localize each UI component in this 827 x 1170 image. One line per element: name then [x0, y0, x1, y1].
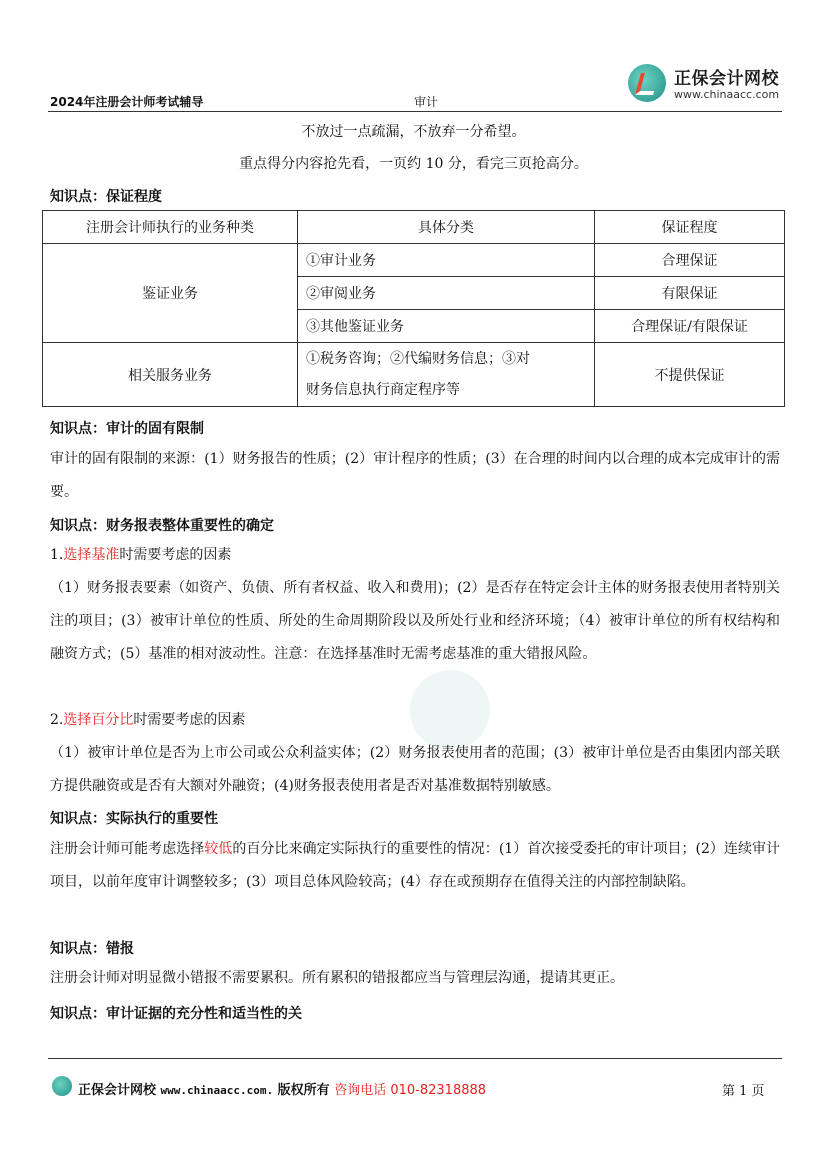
brand-logo[interactable] [628, 62, 788, 106]
intro-line-1: 不放过一点疏漏，不放弃一分希望。 [301, 124, 526, 140]
highlight-text: 选择基准 [63, 547, 120, 563]
header-subject: 审计 [414, 95, 439, 109]
kp-title-performance-materiality: 知识点：实际执行的重要性 [50, 811, 218, 827]
footer-divider [48, 1058, 782, 1059]
table-header-cell: 保证程度 [595, 211, 785, 244]
table-cell: 有限保证 [595, 277, 785, 310]
logo-url: www.chinaacc.com [674, 88, 780, 101]
table-group-cell: 相关服务业务 [43, 343, 298, 407]
table-group-cell: 鉴证业务 [43, 244, 298, 343]
kp-item-percentage-body: （1）被审计单位是否为上市公司或公众利益实体；(2）财务报表使用者的范围；(3）被审计单位是否由集团内部关联方提供融资或是否有大额对外融资；(4)财务报表使用者是否对基准数据特别敏感。 [50, 745, 780, 794]
table-cell: ①审计业务 [298, 244, 595, 277]
kp-title-assurance: 知识点：保证程度 [50, 189, 162, 205]
item-prefix: 2. [50, 712, 64, 728]
kp-item-benchmark-body: （1）财务报表要素（如资产、负债、所有者权益、收入和费用)；(2）是否存在特定会计主体的财务报表使用者特别关注的项目；(3）被审计单位的性质、所处的生命周期阶段以及所处行业和经济环境；（4）被审计单位的所有权结构和融资方式；(5）基准的相对波动性。注意：在选择基准时无需考虑基准的重大错报风险。 [50, 580, 780, 662]
table-header-cell: 注册会计师执行的业务种类 [43, 211, 298, 244]
header-divider [48, 111, 782, 112]
footer-url[interactable]: www.chinaacc.com. [160, 1084, 274, 1097]
table-header-row [43, 211, 785, 244]
footer-logo-icon [52, 1076, 72, 1096]
table-row [43, 244, 785, 277]
table-cell: ②审阅业务 [298, 277, 595, 310]
kp-title-misstatement: 知识点：错报 [50, 941, 134, 957]
kp-body-misstatement: 注册会计师对明显微小错报不需要累积。所有累积的错报都应当与管理层沟通，提请其更正。 [50, 970, 624, 986]
kp-body-performance-materiality [50, 833, 780, 899]
item-suffix: 时需要考虑的因素 [133, 712, 246, 728]
highlight-text: 选择百分比 [63, 712, 134, 728]
footer-rights: 版权所有 [277, 1083, 330, 1098]
kp-item-percentage-heading [50, 704, 780, 737]
item-prefix: 1. [50, 547, 64, 563]
logo-icon [628, 64, 666, 102]
table-cell: 不提供保证 [595, 343, 785, 407]
kp-item-benchmark-heading [50, 539, 780, 572]
table-header-cell: 具体分类 [298, 211, 595, 244]
body-prefix: 注册会计师可能考虑选择 [50, 841, 205, 857]
table-cell [298, 343, 595, 407]
footer-phone: 咨询电话 010-82318888 [334, 1083, 487, 1098]
table-cell: 合理保证 [595, 244, 785, 277]
footer-info [78, 1079, 486, 1098]
table-cell-line: 财务信息执行商定程序等 [306, 381, 460, 398]
body-suffix: 的百分比来确定实际执行的重要性的情况：(1）首次接受委托的审计项目；(2）连续审计项目，以前年度审计调整较多；(3）项目总体风险较高；(4）存在或预期存在值得关注的内部控制缺陷。 [50, 841, 781, 890]
kp-title-materiality: 知识点：财务报表整体重要性的确定 [50, 518, 274, 534]
page-number: 第 1 页 [722, 1084, 765, 1099]
kp-title-inherent-limits: 知识点：审计的固有限制 [50, 421, 204, 437]
table-cell-line: ①税务咨询；②代编财务信息；③对 [306, 350, 530, 367]
assurance-table [42, 210, 785, 407]
intro-line-2: 重点得分内容抢先看，一页约 10 分，看完三页抢高分。 [239, 156, 588, 172]
logo-name: 正保会计网校 [674, 69, 779, 89]
highlight-text: 较低 [204, 841, 233, 857]
table-row [43, 343, 785, 407]
footer-brand: 正保会计网校 [78, 1083, 157, 1098]
kp-title-audit-evidence: 知识点：审计证据的充分性和适当性的关 [50, 1006, 302, 1022]
table-cell: ③其他鉴证业务 [298, 310, 595, 343]
kp-body-inherent-limits: 审计的固有限制的来源：(1）财务报告的性质；(2）审计程序的性质；(3）在合理的时间内以合理的成本完成审计的需要。 [50, 451, 780, 500]
item-suffix: 时需要考虑的因素 [119, 547, 232, 563]
header-course-title: 2024年注册会计师考试辅导 [50, 95, 204, 109]
table-cell: 合理保证/有限保证 [595, 310, 785, 343]
